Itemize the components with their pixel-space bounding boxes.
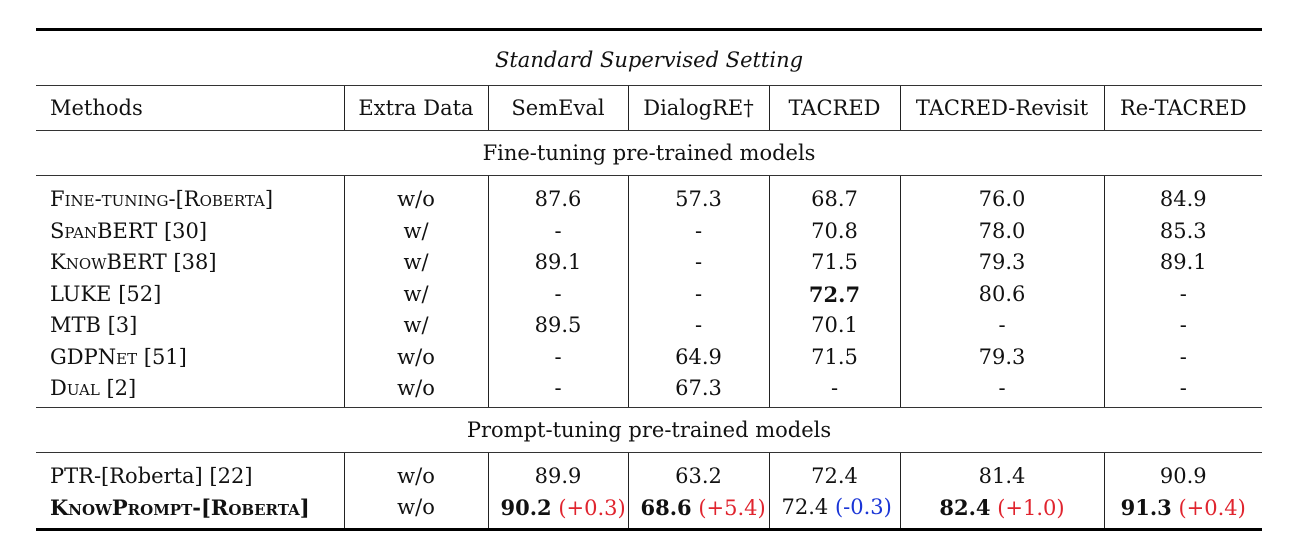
col-header-extra-data: Extra Data <box>344 86 488 131</box>
tacred-revisit-cell: 76.0 <box>900 184 1104 216</box>
col-header-semeval: SemEval <box>488 86 628 131</box>
extra-data-cell: w/o <box>344 461 488 493</box>
extra-data-cell: w/o <box>344 492 488 524</box>
re-tacred-cell: 84.9 <box>1104 184 1262 216</box>
col-header-dialogre: DialogRE† <box>628 86 769 131</box>
method-name: Fine-tuning-[Roberta] <box>50 187 274 212</box>
extra-data-cell: w/o <box>344 184 488 216</box>
table-row <box>36 373 1262 405</box>
dialogre-cell: - <box>628 279 769 311</box>
table-row <box>36 310 1262 342</box>
tacred-revisit-cell: 80.6 <box>900 279 1104 311</box>
tacred-revisit-cell: 79.3 <box>900 247 1104 279</box>
tacred-cell: - <box>769 373 900 405</box>
method-name: PTR-[Roberta] [22] <box>50 463 253 488</box>
dialogre-delta: (+5.4) <box>698 495 766 520</box>
tacred-cell: 70.1 <box>769 310 900 342</box>
extra-data-cell: w/o <box>344 373 488 405</box>
results-table <box>36 28 1262 531</box>
tacred-cell <box>769 492 900 524</box>
semeval-cell: 89.9 <box>488 461 628 493</box>
tacred-cell: 72.4 <box>769 461 900 493</box>
section-row-finetune <box>36 131 1262 176</box>
tacred-revisit-cell: 78.0 <box>900 216 1104 248</box>
tacred-delta: (-0.3) <box>834 495 892 520</box>
table-row <box>36 184 1262 216</box>
re-tacred-cell: - <box>1104 310 1262 342</box>
semeval-cell: 89.1 <box>488 247 628 279</box>
table-row-knowprompt <box>36 492 1262 524</box>
semeval-cell: - <box>488 216 628 248</box>
re-tacred-cell: - <box>1104 373 1262 405</box>
dialogre-cell: - <box>628 247 769 279</box>
tacred-cell-best: 72.7 <box>769 279 900 311</box>
col-header-methods: Methods <box>36 86 344 131</box>
dialogre-cell: - <box>628 310 769 342</box>
col-header-tacred-revisit: TACRED-Revisit <box>900 86 1104 131</box>
method-name: MTB [3] <box>50 313 138 338</box>
table-row <box>36 247 1262 279</box>
dialogre-cell: 57.3 <box>628 184 769 216</box>
results-table-container <box>36 28 1262 531</box>
dialogre-cell: 63.2 <box>628 461 769 493</box>
col-header-re-tacred: Re-TACRED <box>1104 86 1262 131</box>
tacred-revisit-cell: - <box>900 373 1104 405</box>
table-row <box>36 279 1262 311</box>
tacred-revisit-cell: 81.4 <box>900 461 1104 493</box>
table-row <box>36 216 1262 248</box>
extra-data-cell: w/o <box>344 342 488 374</box>
extra-data-cell: w/ <box>344 247 488 279</box>
extra-data-cell: w/ <box>344 216 488 248</box>
col-header-tacred: TACRED <box>769 86 900 131</box>
re-tacred-delta: (+0.4) <box>1178 495 1246 520</box>
semeval-cell: - <box>488 342 628 374</box>
re-tacred-cell: - <box>1104 342 1262 374</box>
setting-title: Standard Supervised Setting <box>36 30 1262 86</box>
tacred-revisit-value: 82.4 <box>939 494 991 520</box>
extra-data-cell: w/ <box>344 310 488 342</box>
re-tacred-value: 91.3 <box>1120 494 1172 520</box>
semeval-delta: (+0.3) <box>558 495 626 520</box>
method-name: KnowPrompt-[Roberta] <box>50 495 310 521</box>
semeval-value: 90.2 <box>500 494 552 520</box>
tacred-revisit-cell: 79.3 <box>900 342 1104 374</box>
setting-row <box>36 30 1262 86</box>
header-row <box>36 86 1262 131</box>
method-name: Dual [2] <box>50 376 137 401</box>
dialogre-cell: 64.9 <box>628 342 769 374</box>
section-row-prompt <box>36 407 1262 452</box>
dialogre-value: 68.6 <box>640 494 692 520</box>
method-name: SpanBERT [30] <box>50 218 208 243</box>
re-tacred-cell <box>1104 492 1262 524</box>
method-name: GDPNet [51] <box>50 344 187 369</box>
tacred-cell: 70.8 <box>769 216 900 248</box>
tacred-revisit-cell <box>900 492 1104 524</box>
tacred-value: 72.4 <box>781 495 829 520</box>
re-tacred-cell: 89.1 <box>1104 247 1262 279</box>
tacred-cell: 71.5 <box>769 342 900 374</box>
section-title-prompt: Prompt-tuning pre-trained models <box>36 407 1262 452</box>
method-name: KnowBERT [38] <box>50 250 217 275</box>
re-tacred-cell: - <box>1104 279 1262 311</box>
extra-data-cell: w/ <box>344 279 488 311</box>
dialogre-cell: - <box>628 216 769 248</box>
method-name: LUKE [52] <box>50 281 162 306</box>
semeval-cell: 89.5 <box>488 310 628 342</box>
table-row <box>36 342 1262 374</box>
semeval-cell: 87.6 <box>488 184 628 216</box>
re-tacred-cell: 85.3 <box>1104 216 1262 248</box>
dialogre-cell: 67.3 <box>628 373 769 405</box>
re-tacred-cell: 90.9 <box>1104 461 1262 493</box>
tacred-revisit-cell: - <box>900 310 1104 342</box>
tacred-cell: 68.7 <box>769 184 900 216</box>
tacred-revisit-delta: (+1.0) <box>997 495 1065 520</box>
semeval-cell: - <box>488 279 628 311</box>
section-title-finetune: Fine-tuning pre-trained models <box>36 131 1262 176</box>
table-row <box>36 461 1262 493</box>
tacred-cell: 71.5 <box>769 247 900 279</box>
semeval-cell <box>488 492 628 524</box>
dialogre-cell <box>628 492 769 524</box>
semeval-cell: - <box>488 373 628 405</box>
